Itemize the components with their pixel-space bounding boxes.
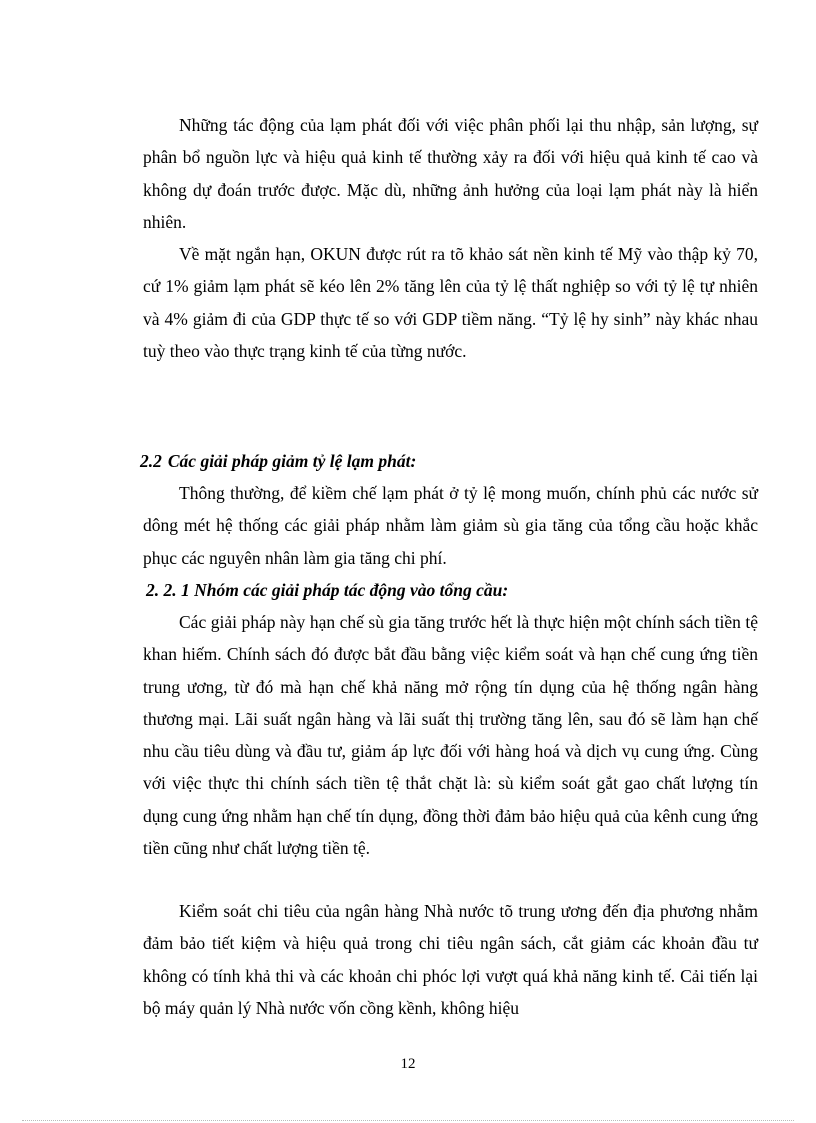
page-bottom-divider: [22, 1120, 794, 1121]
section-heading-2-2: [140, 445, 416, 477]
paragraph-common-solutions: Thông thường, để kiềm chế lạm phát ở tỷ lệ mong muốn, chính phủ các nước sử dông mét hệ thống các giải pháp nhằm làm giảm sù gia tăng của tổng cầu hoặc khắc phục các nguyên nhân làm gia tăng chi phí.: [143, 483, 758, 568]
paragraph-okun: Về mặt ngắn hạn, OKUN được rút ra tõ khảo sát nền kinh tế Mỹ vào thập kỷ 70, cứ 1% giảm lạm phát sẽ kéo lên 2% tăng lên của tỷ lệ thất nghiệp so với tỷ lệ tự nhiên và 4% giảm đi của GDP thực tế so với GDP tiềm năng. “Tỷ lệ hy sinh” này khác nhau tuỳ theo vào thực trạng kinh tế của từng nước.: [143, 244, 758, 361]
paragraph-spending-control: Kiểm soát chi tiêu của ngân hàng Nhà nước tõ trung ương đến địa phương nhằm đảm bảo tiết kiệm và hiệu quả trong chi tiêu ngân sách, cắt giảm các khoản đầu tư không có tính khả thi và các khoản chi phóc lợi vượt quá khả năng kinh tế. Cải tiến lại bộ máy quản lý Nhà nước vốn cồng kềnh, không hiệu: [143, 901, 758, 1018]
paragraph-monetary-policy: Các giải pháp này hạn chế sù gia tăng trước hết là thực hiện một chính sách tiền tệ khan hiếm. Chính sách đó được bắt đầu bằng việc kiểm soát và hạn chế cung ứng tiền trung ương, từ đó mà hạn chế khả năng mở rộng tín dụng của hệ thống ngân hàng thương mại. Lãi suất ngân hàng và lãi suất thị trường tăng lên, sau đó sẽ làm hạn chế nhu cầu tiêu dùng và đầu tư, giảm áp lực đối với hàng hoá và dịch vụ cung ứng. Cùng với việc thực thi chính sách tiền tệ thắt chặt là: sù kiểm soát gắt gao chất lượng tín dụng cung ứng nhằm hạn chế tín dụng, đồng thời đảm bảo hiệu quả của kênh cung ứng tiền cũng như chất lượng tiền tệ.: [143, 612, 758, 859]
paragraph-redistribution-effects: Những tác động của lạm phát đối với việc phân phối lại thu nhập, sản lượng, sự phân bổ nguồn lực và hiệu quả kinh tế thường xảy ra đối với hiệu quả kinh tế cao và không dự đoán trước được. Mặc dù, những ảnh hưởng của loại lạm phát này là hiển nhiên.: [143, 115, 758, 232]
section-title: Các giải pháp giảm tỷ lệ lạm phát:: [167, 451, 417, 471]
page-number: 12: [400, 1056, 416, 1072]
subsection-heading-2-2-1: 2. 2. 1 Nhóm các giải pháp tác động vào tổng cầu:: [146, 580, 509, 600]
section-number: 2.2: [140, 451, 162, 471]
